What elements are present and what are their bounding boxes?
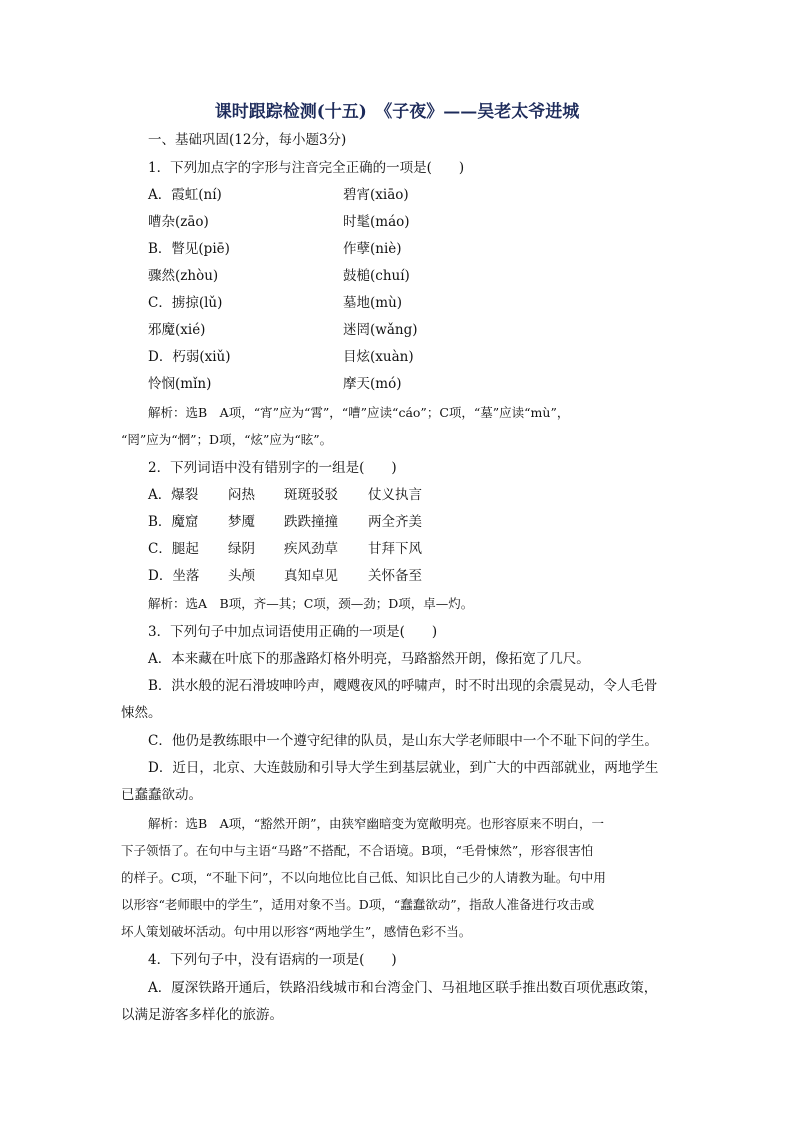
- q2-option: 跌跌撞撞: [284, 514, 338, 530]
- q2-analysis: 解析：选A B项，齐—其；C项，颈—劲；D项，卓—灼。: [148, 596, 474, 611]
- q1-option: A．霞虹(ní): [148, 187, 222, 203]
- q3-option: C．他仍是教练眼中一个遵守纪律的队员，是山东大学老师眼中一个不耻下问的学生。: [148, 733, 658, 749]
- q2-option: 两全齐美: [368, 514, 422, 530]
- q3-analysis: 以形容“老师眼中的学生”，适用对象不当。D项，“蠢蠢欲动”，指敌人准备进行攻击或: [121, 897, 595, 912]
- q3-analysis: 解析：选B A项，“豁然开朗”，由狭窄幽暗变为宽敞明亮。也形容原来不明白，一: [148, 816, 604, 831]
- q2-option: 真知卓见: [284, 568, 338, 584]
- q2-option: 甘拜下风: [368, 541, 422, 557]
- q2-option: B．魔窟: [148, 514, 199, 530]
- question-2-stem: 2．下列词语中没有错别字的一组是( ): [148, 460, 397, 476]
- q1-option: 邪魔(xié): [148, 322, 206, 338]
- q3-option: 已蠢蠢欲动。: [121, 787, 202, 803]
- q1-analysis: 解析：选B A项，“宵”应为“霄”，“嘈”应读“cáo”；C项，“墓”应读“mù”，: [148, 405, 570, 420]
- q1-option: 鼓槌(chuí): [343, 268, 410, 284]
- q1-option: 迷罔(wǎng): [343, 322, 418, 338]
- q3-analysis: 坏人策划破坏活动。句中用以形容“两地学生”，感情色彩不当。: [121, 924, 472, 939]
- q4-option: A．厦深铁路开通后，铁路沿线城市和台湾金门、马祖地区联手推出数百项优惠政策，: [148, 980, 658, 996]
- question-3-stem: 3．下列句子中加点词语使用正确的一项是( ): [148, 624, 438, 640]
- q2-option: D．坐落: [148, 568, 200, 584]
- q1-option: 嘈杂(zāo): [148, 214, 209, 230]
- q1-analysis: “罔”应为“惘”；D项，“炫”应为“眩”。: [121, 432, 333, 447]
- q3-option: 悚然。: [121, 705, 162, 721]
- q1-option: 骤然(zhòu): [148, 268, 219, 284]
- question-4-stem: 4．下列句子中，没有语病的一项是( ): [148, 952, 397, 968]
- q2-option: A．爆裂: [148, 487, 199, 503]
- section-heading: 一、基础巩固(12分，每小题3分): [148, 132, 347, 148]
- q1-option: C．掳掠(lǔ): [148, 295, 223, 311]
- q4-option: 以满足游客多样化的旅游。: [121, 1007, 283, 1023]
- q1-option: 目炫(xuàn): [343, 349, 414, 365]
- q3-analysis: 下子领悟了。在句中与主语“马路”不搭配，不合语境。B项，“毛骨悚然”，形容很害怕: [121, 843, 594, 858]
- q3-option: D．近日，北京、大连鼓励和引导大学生到基层就业，到广大的中西部就业，两地学生: [148, 760, 659, 776]
- q1-option: B．瞥见(piē): [148, 241, 230, 257]
- question-1-stem: 1．下列加点字的字形与注音完全正确的一项是( ): [148, 160, 465, 176]
- q2-option: 斑斑驳驳: [284, 487, 338, 503]
- q2-option: 闷热: [228, 487, 255, 503]
- q1-option: 作孽(niè): [343, 241, 402, 257]
- q1-option: D．朽弱(xiǔ): [148, 349, 231, 365]
- q2-option: C．腿起: [148, 541, 199, 557]
- q3-option: A．本来藏在叶底下的那盏路灯格外明亮，马路豁然开朗，像拓宽了几尺。: [148, 651, 590, 667]
- q2-option: 头颅: [228, 568, 255, 584]
- q1-option: 碧宵(xiāo): [343, 187, 409, 203]
- q2-option: 梦魇: [228, 514, 255, 530]
- q2-option: 绿阴: [228, 541, 255, 557]
- page-title: 课时跟踪检测(十五) 《子夜》——吴老太爷进城: [214, 102, 580, 122]
- q2-option: 疾风劲草: [284, 541, 338, 557]
- q1-option: 墓地(mù): [343, 295, 403, 311]
- q2-option: 仗义执言: [368, 487, 422, 503]
- q1-option: 时髦(máo): [343, 214, 410, 230]
- q2-option: 关怀备至: [368, 568, 422, 584]
- q3-option: B．洪水般的泥石滑坡呻吟声，飕飕夜风的呼啸声，时不时出现的余震晃动，令人毛骨: [148, 678, 658, 694]
- q3-analysis: 的样子。C项，“不耻下问”，不以向地位比自己低、知识比自己少的人请教为耻。句中用: [121, 870, 606, 885]
- q1-option: 摩天(mó): [343, 376, 402, 392]
- q1-option: 怜悯(mǐn): [148, 376, 212, 392]
